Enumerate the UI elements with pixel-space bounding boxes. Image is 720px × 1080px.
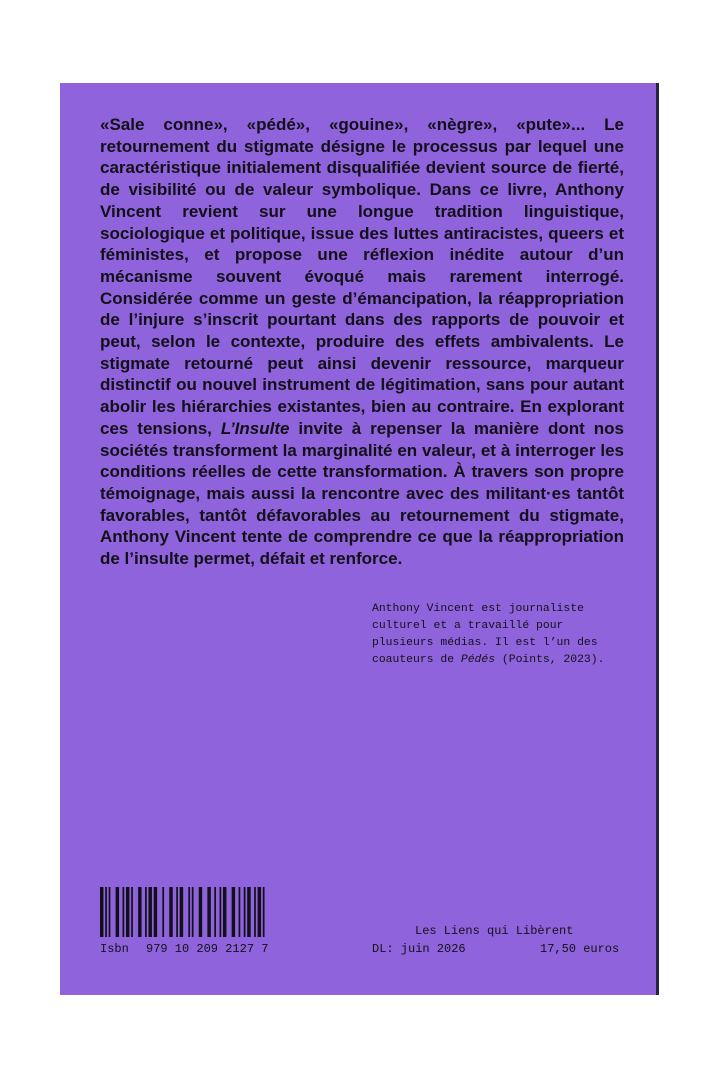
barcode-bar: [258, 887, 261, 937]
legal-deposit-date: DL: juin 2026: [372, 942, 466, 956]
author-bio-book: Pédés: [460, 654, 496, 666]
barcode-bar: [220, 887, 222, 937]
barcode-bar: [126, 887, 129, 937]
price: 17,50 euros: [540, 942, 620, 956]
blurb-part-1: «Sale conne», «pédé», «gouine», «nègre», «pute»... Le retournement du stigmate désigne le processus par lequel une caractéristique initialement disqualifiée devient source de fierté, de visibilité ou de valeur symbolique. Dans ce livre, Anthony Vincent revient sur une longue tradition linguistique, sociologique et politique, issue des luttes antiracistes, queers et féministes, et propose une réflexion inédite autour d’un mécanisme souvent évoqué mais rarement interrogé. Considérée comme un geste d’émancipation, la réappropriation de l’injure s’inscrit pourtant dans des rapports de pouvoir et peut, selon le contexte, produire des effets ambivalents. Le stigmate retourné peut ainsi devenir ressource, marqueur distinctif ou nouvel instrument de légitimation, sans pour autant abolir les hiérarchies existantes, bien au contraire. En explorant ces tensions,: [100, 115, 624, 438]
barcode-bar: [223, 887, 226, 937]
back-cover: [60, 83, 656, 995]
barcode-bar: [247, 887, 250, 937]
author-bio-text: Anthony Vincent est journaliste culturel et a travaillé pour plusieurs médias. Il est l’un des coauteurs de: [372, 603, 598, 666]
barcode-bar: [154, 887, 157, 937]
author-bio: [372, 601, 622, 669]
barcode-bar: [192, 887, 194, 937]
blurb-text: [100, 114, 624, 570]
barcode-bar: [123, 887, 125, 937]
barcode-bar: [131, 887, 133, 937]
author-bio-suffix: (Points, 2023).: [501, 654, 605, 666]
barcode-bar: [100, 887, 103, 937]
barcode-bar: [207, 887, 210, 937]
barcode-bar: [145, 887, 147, 937]
blurb-book-title: L’Insulte: [220, 418, 290, 438]
barcode-bar: [176, 887, 178, 937]
barcode-bar: [239, 887, 241, 937]
barcode-bar: [109, 887, 111, 937]
barcode-bar: [214, 887, 216, 937]
barcode-bar: [244, 887, 246, 937]
barcode-bar: [162, 887, 164, 937]
isbn-number: 979 10 209 2127 7: [146, 942, 269, 956]
barcode-bar: [180, 887, 183, 937]
publisher-name: Les Liens qui Libèrent: [415, 924, 574, 938]
barcode: [100, 887, 268, 937]
barcode-bar: [254, 887, 256, 937]
barcode-bar: [138, 887, 141, 937]
barcode-bar: [169, 887, 172, 937]
blurb-part-2: invite à repenser la manière dont nos sociétés transforment la marginalité en valeur, et à interroger les conditions réelles de cette transformation. À travers son propre témoignage, mais aussi la rencontre avec des militant·es tantôt favorables, tantôt défavorables au retournement du stigmate, Anthony Vincent tente de comprendre ce que la réappropriation de l’insulte permet, défait et renforce.: [100, 418, 624, 569]
barcode-bar: [148, 887, 151, 937]
isbn-label: Isbn: [100, 942, 129, 956]
barcode-bar: [116, 887, 119, 937]
barcode-bar: [105, 887, 107, 937]
barcode-bar: [188, 887, 190, 937]
barcode-bar: [232, 887, 235, 937]
barcode-bar: [199, 887, 202, 937]
barcode-bar: [263, 887, 265, 937]
